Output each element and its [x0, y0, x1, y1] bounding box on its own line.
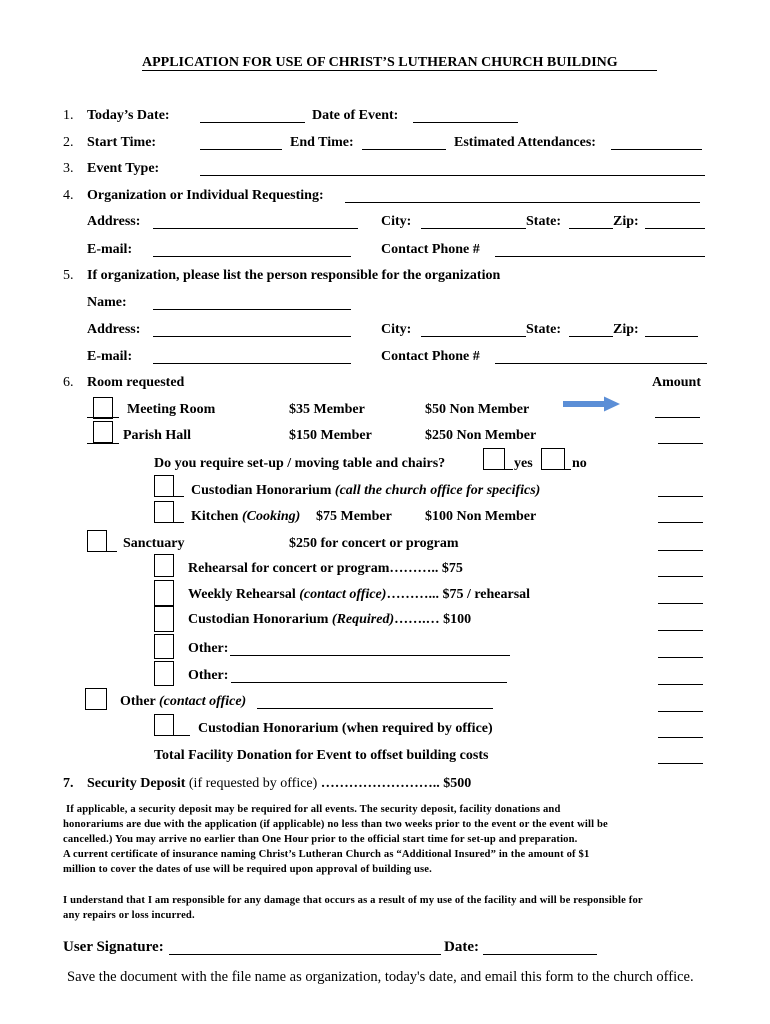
todays-date-label: Today’s Date:: [87, 108, 170, 123]
notice-line: million to cover the dates of use will be required upon approval of building use.: [63, 864, 432, 875]
q3-number: 3.: [63, 161, 74, 176]
parish-hall-checkbox[interactable]: [93, 421, 113, 443]
weekly-rehearsal-amount-field[interactable]: [658, 603, 703, 604]
sanctuary-line: [87, 551, 117, 552]
other2-checkbox[interactable]: [154, 661, 174, 686]
setup-no-checkbox[interactable]: [541, 448, 565, 470]
arrow-right-icon: [560, 395, 622, 413]
amount-header: Amount: [652, 375, 702, 390]
responsibility-line: I understand that I am responsible for any damage that occurs as a result of my use of the facility and will be responsible for: [63, 895, 643, 906]
q5-number: 5.: [63, 268, 74, 283]
parish-hall-label: Parish Hall: [123, 428, 192, 443]
notice-line: cancelled.) You may arrive no earlier than One Hour prior to the official start time for set-up and preparation.: [63, 834, 578, 845]
meeting-room-member-price: $35 Member: [289, 402, 365, 417]
contact-phone-label: Contact Phone #: [381, 349, 480, 364]
contact-state-field[interactable]: [569, 336, 613, 337]
contact-state-label: State:: [526, 322, 561, 337]
start-time-label: Start Time:: [87, 135, 157, 150]
custodian-honorarium-line: [154, 496, 184, 497]
contact-zip-field[interactable]: [645, 336, 698, 337]
total-donation-label: Total Facility Donation for Event to offset building costs: [154, 748, 489, 763]
other2-field[interactable]: [231, 682, 507, 683]
org-phone-label: Contact Phone #: [381, 242, 480, 257]
custodian-required-label: Custodian Honorarium (Required)…….… $100: [188, 612, 472, 627]
rehearsal-amount-field[interactable]: [658, 576, 703, 577]
kitchen-nonmember-price: $100 Non Member: [425, 509, 537, 524]
contact-address-label: Address:: [87, 322, 141, 337]
q6-number: 6.: [63, 375, 74, 390]
weekly-rehearsal-checkbox[interactable]: [154, 580, 174, 606]
custodian-when-required-label: Custodian Honorarium (when required by office): [198, 721, 493, 736]
notice-line: If applicable, a security deposit may be required for all events. The security deposit, facility donations and: [66, 804, 561, 815]
weekly-rehearsal-label: Weekly Rehearsal (contact office)………... $75 / rehearsal: [188, 587, 531, 602]
total-donation-amount-field[interactable]: [658, 763, 703, 764]
sanctuary-amount-field[interactable]: [658, 550, 703, 551]
org-state-field[interactable]: [569, 228, 613, 229]
org-zip-field[interactable]: [645, 228, 705, 229]
custodian-when-required-checkbox[interactable]: [154, 714, 174, 736]
setup-question: Do you require set-up / moving table and chairs?: [154, 456, 446, 471]
setup-yes-label: yes: [514, 456, 533, 471]
start-time-field[interactable]: [200, 149, 282, 150]
end-time-field[interactable]: [362, 149, 446, 150]
other2-label: Other:: [188, 668, 229, 683]
parish-hall-nonmember-price: $250 Non Member: [425, 428, 537, 443]
other-amount-field[interactable]: [658, 711, 703, 712]
contact-email-label: E-mail:: [87, 349, 133, 364]
sanctuary-checkbox[interactable]: [87, 530, 107, 552]
other2-amount-field[interactable]: [658, 684, 703, 685]
event-type-field[interactable]: [200, 175, 705, 176]
custodian-honorarium-checkbox[interactable]: [154, 475, 174, 497]
footer-instruction: Save the document with the file name as organization, today's date, and email this form to the church office.: [67, 969, 694, 985]
contact-city-label: City:: [381, 322, 412, 337]
other-label: Other (contact office): [120, 694, 247, 709]
setup-no-line: [541, 469, 571, 470]
organization-field[interactable]: [345, 202, 700, 203]
attendance-field[interactable]: [611, 149, 702, 150]
org-phone-field[interactable]: [495, 256, 705, 257]
org-city-field[interactable]: [421, 228, 526, 229]
title-underline: [142, 70, 657, 71]
sanctuary-label: Sanctuary: [123, 536, 185, 551]
contact-name-label: Name:: [87, 295, 127, 310]
meeting-room-label: Meeting Room: [127, 402, 216, 417]
org-zip-label: Zip:: [613, 214, 639, 229]
contact-city-field[interactable]: [421, 336, 526, 337]
parish-hall-line: [87, 443, 119, 444]
other1-field[interactable]: [230, 655, 510, 656]
kitchen-line: [154, 522, 184, 523]
room-requested-label: Room requested: [87, 375, 185, 390]
end-time-label: End Time:: [290, 135, 354, 150]
setup-yes-checkbox[interactable]: [483, 448, 505, 470]
custodian-when-required-line: [154, 735, 190, 736]
page-title: APPLICATION FOR USE OF CHRIST’S LUTHERAN CHURCH BUILDING: [142, 55, 618, 70]
q7-number: 7.: [63, 776, 74, 791]
org-email-field[interactable]: [153, 256, 351, 257]
setup-no-label: no: [572, 456, 587, 471]
notice-line: honorariums are due with the application (if applicable) no less than two weeks prior to the event or the event will be: [63, 819, 608, 830]
custodian-honorarium-amount-field[interactable]: [658, 496, 703, 497]
contact-zip-label: Zip:: [613, 322, 639, 337]
custodian-honorarium-label: Custodian Honorarium (call the church office for specifics): [191, 483, 541, 498]
notice-line: A current certificate of insurance naming Christ’s Lutheran Church as “Additional Insured” in the amount of $1: [63, 849, 590, 860]
event-date-field[interactable]: [413, 122, 518, 123]
contact-address-field[interactable]: [153, 336, 351, 337]
custodian-required-amount-field[interactable]: [658, 630, 703, 631]
org-address-label: Address:: [87, 214, 141, 229]
custodian-when-required-amount-field[interactable]: [658, 737, 703, 738]
responsibility-statement: [63, 893, 743, 923]
rehearsal-checkbox[interactable]: [154, 554, 174, 577]
meeting-room-amount-field[interactable]: [655, 417, 700, 418]
org-email-label: E-mail:: [87, 242, 133, 257]
security-deposit-label: Security Deposit (if requested by office) …………………….. $500: [87, 776, 472, 791]
kitchen-member-price: $75 Member: [316, 509, 392, 524]
event-date-label: Date of Event:: [312, 108, 399, 123]
other-checkbox[interactable]: [85, 688, 107, 710]
meeting-room-line: [87, 417, 119, 418]
q4-number: 4.: [63, 188, 74, 203]
sanctuary-price: $250 for concert or program: [289, 536, 459, 551]
other-field[interactable]: [257, 708, 493, 709]
kitchen-amount-field[interactable]: [658, 522, 703, 523]
parish-hall-member-price: $150 Member: [289, 428, 372, 443]
rehearsal-label: Rehearsal for concert or program……….. $75: [188, 561, 463, 576]
other1-checkbox[interactable]: [154, 634, 174, 659]
q1-number: 1.: [63, 108, 74, 123]
org-city-label: City:: [381, 214, 412, 229]
meeting-room-checkbox[interactable]: [93, 397, 113, 419]
org-state-label: State:: [526, 214, 561, 229]
event-type-label: Event Type:: [87, 161, 160, 176]
kitchen-label: Kitchen (Cooking): [191, 509, 301, 524]
custodian-required-checkbox[interactable]: [154, 606, 174, 632]
signature-date-field[interactable]: [483, 954, 597, 955]
contact-email-field[interactable]: [153, 363, 351, 364]
todays-date-field[interactable]: [200, 122, 305, 123]
q2-number: 2.: [63, 135, 74, 150]
other1-amount-field[interactable]: [658, 657, 703, 658]
deposit-notice: [63, 802, 738, 877]
signature-date-label: Date:: [444, 939, 479, 955]
org-address-field[interactable]: [153, 228, 358, 229]
responsibility-line: any repairs or loss incurred.: [63, 910, 195, 921]
parish-hall-amount-field[interactable]: [658, 443, 703, 444]
signature-label: User Signature:: [63, 939, 164, 955]
signature-field[interactable]: [169, 954, 441, 955]
meeting-room-nonmember-price: $50 Non Member: [425, 402, 530, 417]
organization-label: Organization or Individual Requesting:: [87, 188, 324, 203]
other1-label: Other:: [188, 641, 229, 656]
contact-phone-field[interactable]: [495, 363, 707, 364]
attendance-label: Estimated Attendances:: [454, 135, 596, 150]
contact-name-field[interactable]: [153, 309, 351, 310]
responsible-person-label: If organization, please list the person responsible for the organization: [87, 268, 501, 283]
setup-yes-line: [483, 469, 513, 470]
kitchen-checkbox[interactable]: [154, 501, 174, 523]
